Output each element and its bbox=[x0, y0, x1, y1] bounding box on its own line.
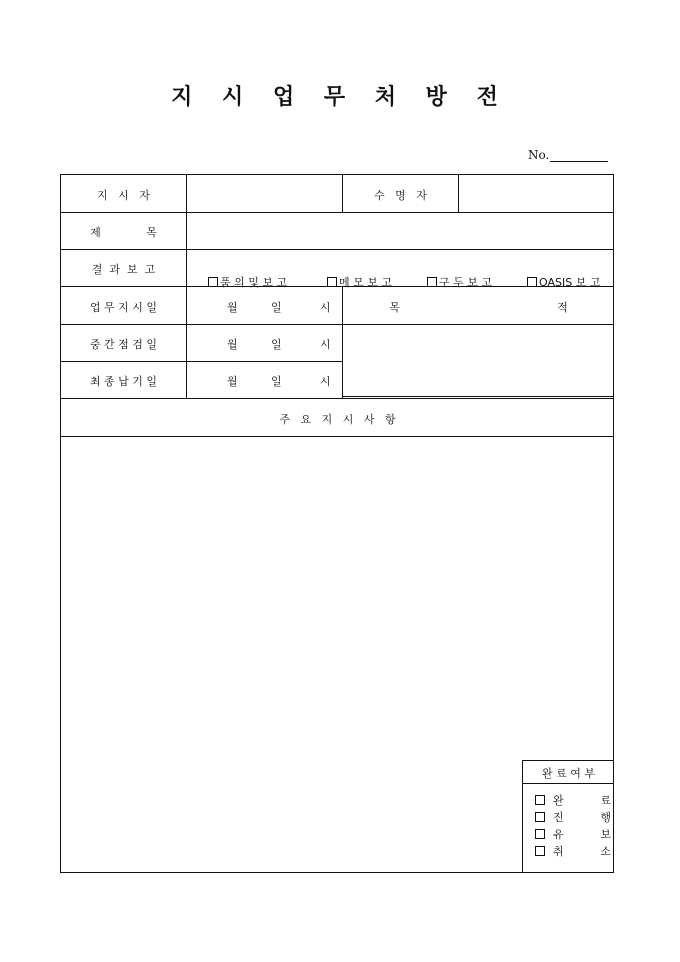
document-title: 지 시 업 무 처 방 전 bbox=[171, 84, 509, 110]
final-date-label: 최 종 납 기 일 bbox=[89, 375, 158, 388]
completion-status-box bbox=[522, 760, 614, 873]
purpose-field[interactable] bbox=[343, 325, 614, 396]
report-option-oral[interactable]: 구 두 보 고 bbox=[413, 261, 492, 303]
status-option-complete[interactable]: 완 료 bbox=[535, 792, 611, 808]
main-instruction-area[interactable] bbox=[61, 437, 522, 873]
report-option-oasis[interactable]: OASIS 보 고 bbox=[513, 261, 600, 303]
checkbox-icon bbox=[535, 812, 545, 822]
receiver-field[interactable] bbox=[459, 176, 614, 212]
report-option-approval[interactable]: 품 의 및 보 고 bbox=[194, 261, 287, 303]
midcheck-day-unit: 일 bbox=[271, 338, 282, 351]
checkbox-icon bbox=[208, 277, 218, 287]
instructor-field[interactable] bbox=[187, 176, 342, 212]
checkbox-icon bbox=[535, 795, 545, 805]
instruction-form bbox=[60, 174, 614, 873]
checkbox-icon bbox=[535, 829, 545, 839]
instruction-hour-unit: 시 bbox=[320, 301, 331, 314]
main-section-title: 주 요 지 시 사 항 bbox=[279, 413, 396, 426]
subject-label: 제 목 bbox=[90, 226, 157, 239]
document-number bbox=[528, 148, 608, 162]
report-label: 결 과 보 고 bbox=[91, 263, 156, 276]
status-option-inprogress[interactable]: 진 행 bbox=[535, 809, 611, 825]
instruction-date-label: 업 무 지 시 일 bbox=[89, 301, 158, 314]
document-number-label: No. bbox=[528, 148, 550, 162]
report-option-memo[interactable]: 메 모 보 고 bbox=[313, 261, 392, 303]
checkbox-icon bbox=[327, 277, 337, 287]
status-option-cancelled[interactable]: 취 소 bbox=[535, 843, 611, 859]
instructor-label: 지 시 자 bbox=[97, 189, 150, 202]
final-hour-unit: 시 bbox=[320, 375, 331, 388]
completion-status-title: 완 료 여 부 bbox=[542, 767, 595, 780]
instruction-day-unit: 일 bbox=[271, 301, 282, 314]
checkbox-icon bbox=[427, 277, 437, 287]
final-month-unit: 월 bbox=[227, 375, 238, 388]
status-option-onhold[interactable]: 유 보 bbox=[535, 826, 611, 842]
midcheck-date-label: 중 간 점 검 일 bbox=[89, 338, 158, 351]
midcheck-hour-unit: 시 bbox=[320, 338, 331, 351]
midcheck-month-unit: 월 bbox=[227, 338, 238, 351]
checkbox-icon bbox=[535, 846, 545, 856]
checkbox-icon bbox=[527, 277, 537, 287]
purpose-label: 목 적 bbox=[389, 301, 568, 314]
final-day-unit: 일 bbox=[271, 375, 282, 388]
subject-field[interactable] bbox=[187, 213, 614, 249]
document-number-field[interactable] bbox=[550, 148, 608, 162]
receiver-label: 수 명 자 bbox=[374, 189, 427, 202]
instruction-month-unit: 월 bbox=[227, 301, 238, 314]
